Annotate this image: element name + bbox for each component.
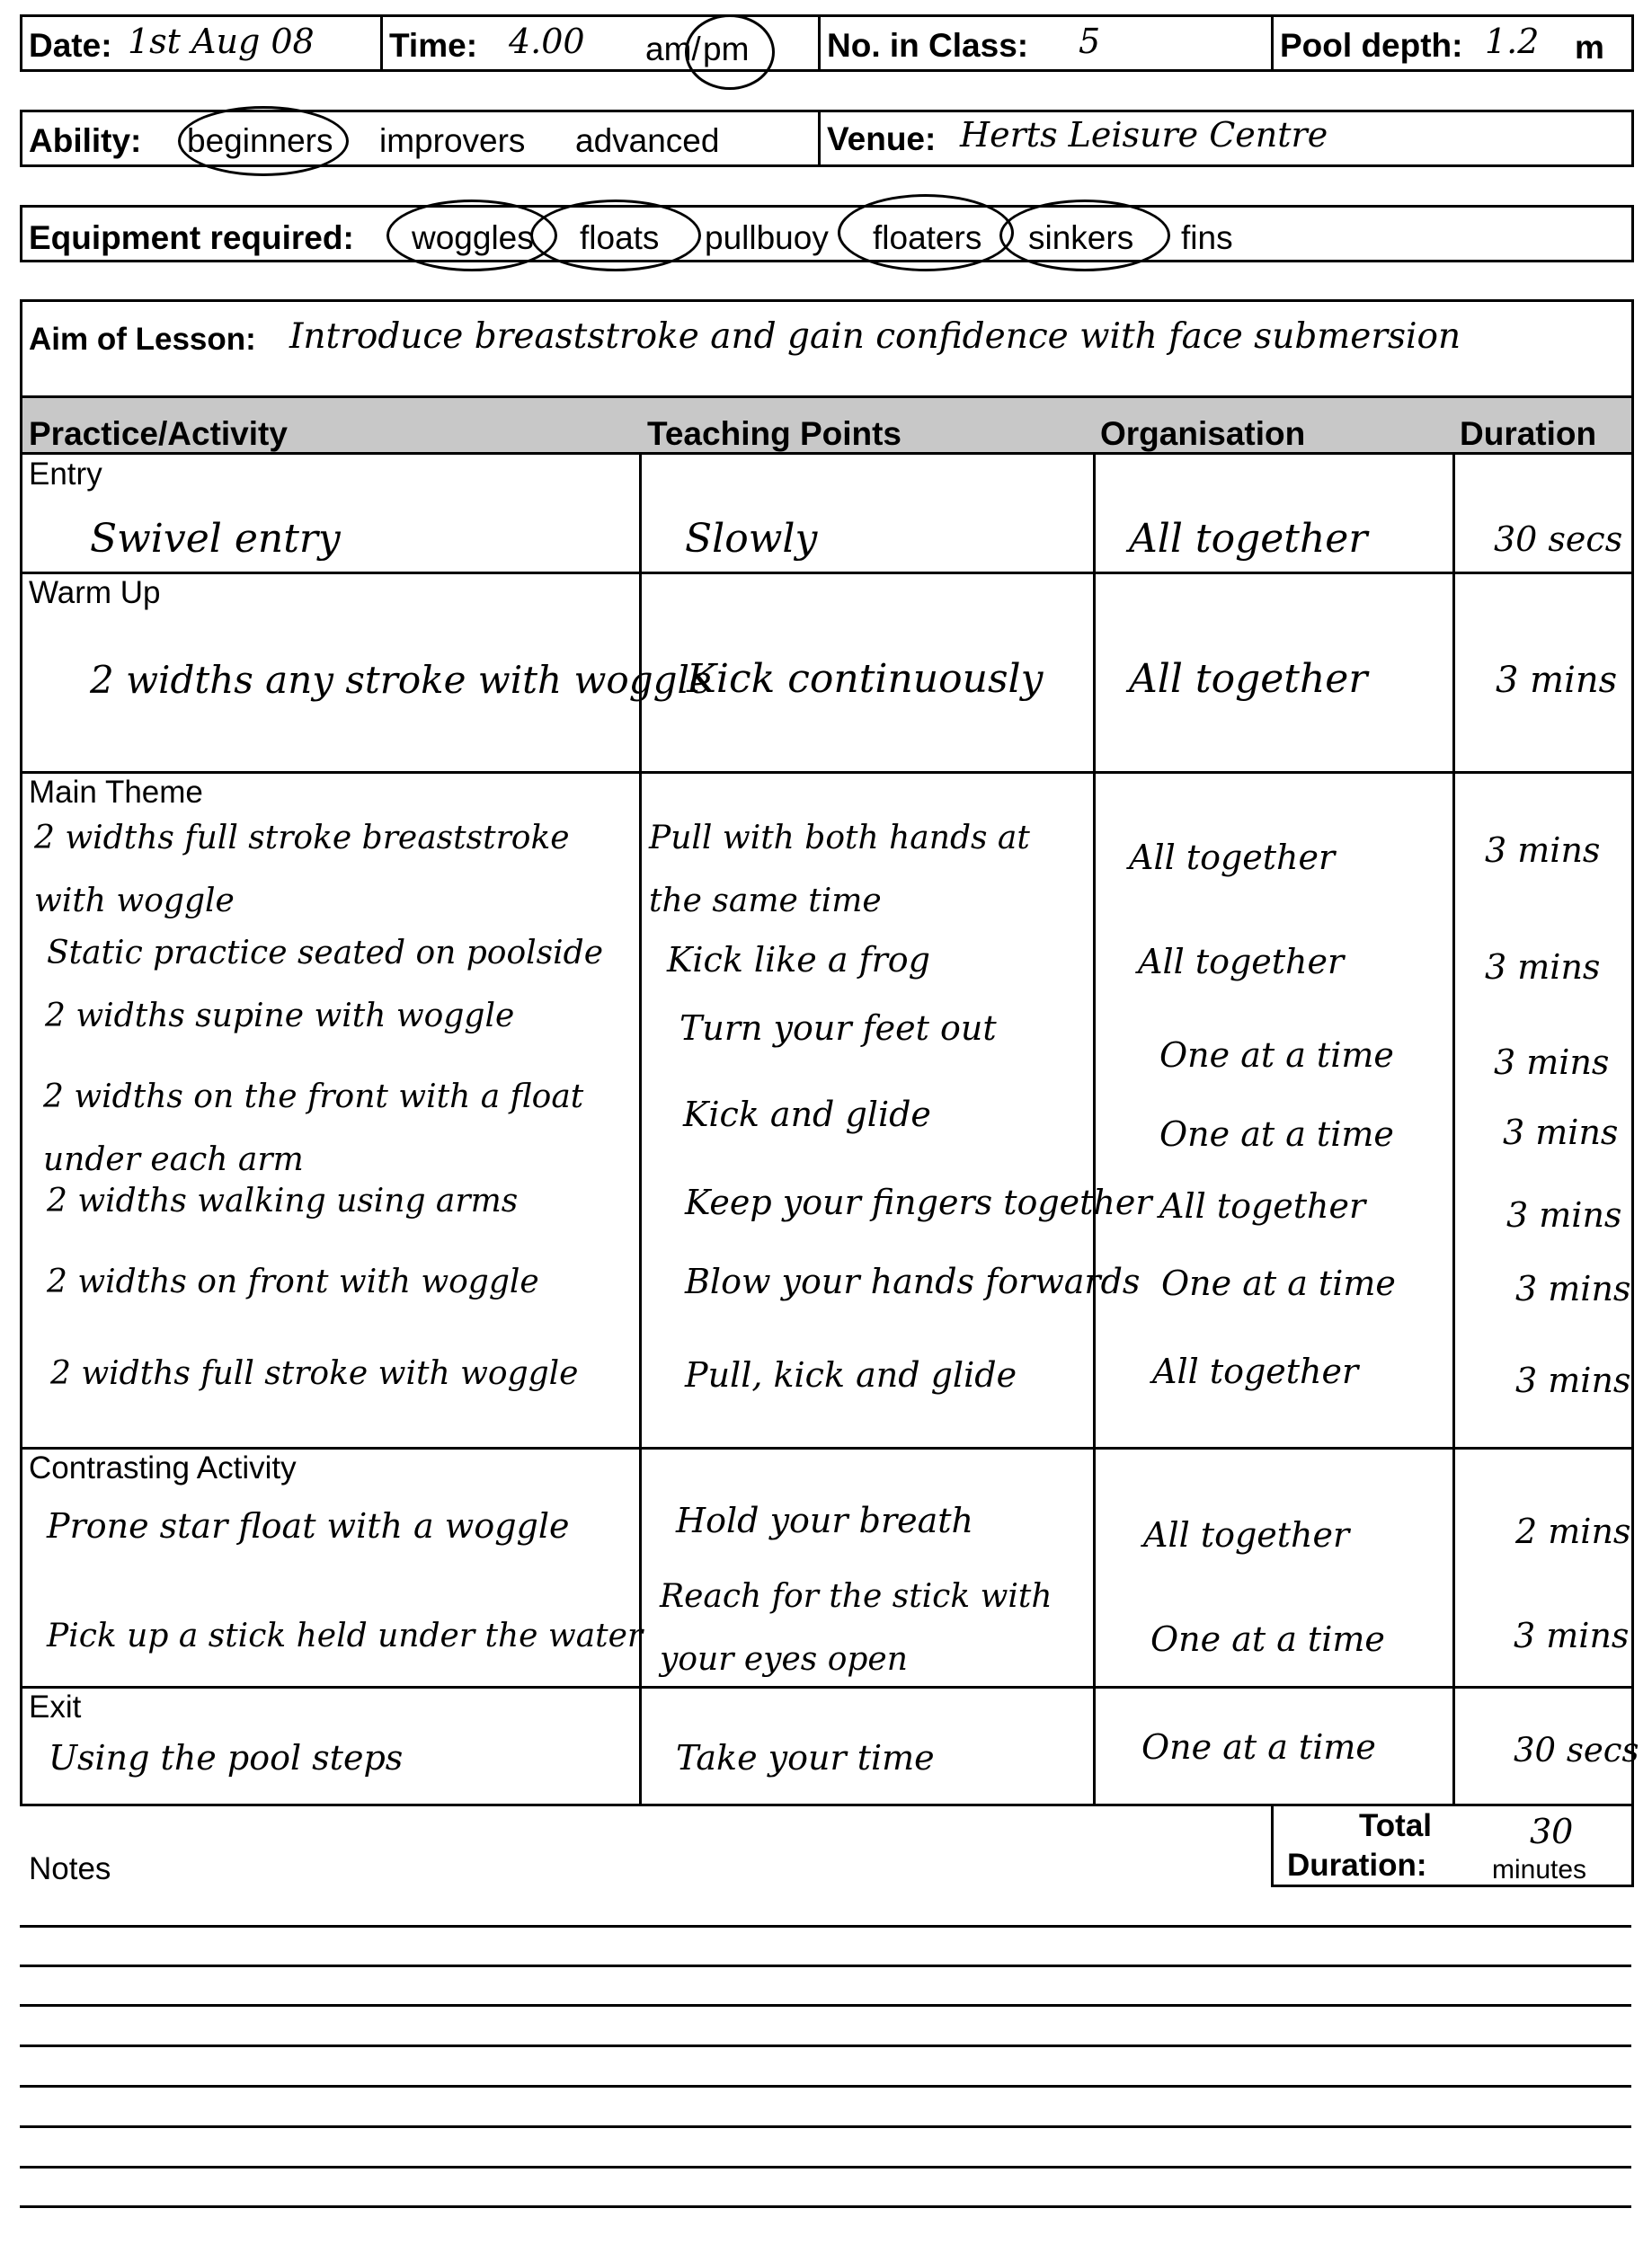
venue-value[interactable]: Herts Leisure Centre bbox=[960, 115, 1328, 155]
notes-label: Notes bbox=[29, 1851, 111, 1886]
time-label: Time: bbox=[389, 27, 478, 64]
main-duration-4[interactable]: 3 mins bbox=[1503, 1113, 1619, 1152]
main-organisation-4[interactable]: One at a time bbox=[1159, 1114, 1394, 1154]
contrast-teaching-1[interactable]: Hold your breath bbox=[676, 1501, 974, 1540]
section-divider bbox=[20, 572, 1634, 574]
column-header-organisation: Organisation bbox=[1100, 415, 1306, 452]
main-teaching-3[interactable]: Turn your feet out bbox=[679, 1008, 997, 1048]
warmup-organisation[interactable]: All together bbox=[1129, 656, 1368, 702]
exit-teaching[interactable]: Take your time bbox=[676, 1738, 935, 1778]
main-teaching-5[interactable]: Keep your fingers together bbox=[685, 1183, 1152, 1222]
ability-label: Ability: bbox=[29, 122, 142, 159]
section-title-main-theme: Main Theme bbox=[29, 775, 203, 810]
section-title-entry: Entry bbox=[29, 457, 102, 492]
pool-depth-unit: m bbox=[1575, 29, 1604, 66]
equipment-option-woggles[interactable]: woggles bbox=[412, 219, 534, 256]
class-count-label: No. in Class: bbox=[827, 27, 1029, 64]
time-value[interactable]: 4.00 bbox=[509, 22, 585, 61]
main-activity-3[interactable]: 2 widths supine with woggle bbox=[45, 998, 515, 1034]
exit-organisation[interactable]: One at a time bbox=[1141, 1727, 1376, 1767]
main-activity-6[interactable]: 2 widths on front with woggle bbox=[47, 1264, 539, 1300]
ability-selected-circle bbox=[178, 106, 349, 176]
column-divider bbox=[1093, 452, 1096, 1806]
equipment-label: Equipment required: bbox=[29, 219, 354, 256]
ability-option-beginners[interactable]: beginners bbox=[187, 122, 333, 159]
main-organisation-5[interactable]: All together bbox=[1159, 1186, 1366, 1226]
total-duration-label-line2: Duration: bbox=[1287, 1848, 1427, 1883]
equipment-option-sinkers[interactable]: sinkers bbox=[1028, 219, 1134, 256]
main-organisation-3[interactable]: One at a time bbox=[1159, 1035, 1394, 1075]
equipment-option-floaters[interactable]: floaters bbox=[873, 219, 982, 256]
contrast-activity-2[interactable]: Pick up a stick held under the water bbox=[47, 1618, 644, 1654]
divider bbox=[818, 110, 821, 167]
equipment-option-pullbuoy[interactable]: pullbuoy bbox=[705, 219, 829, 256]
contrast-duration-2[interactable]: 3 mins bbox=[1514, 1616, 1630, 1655]
total-duration-value[interactable]: 30 bbox=[1530, 1812, 1574, 1851]
warmup-teaching[interactable]: Kick continuously bbox=[687, 656, 1044, 702]
warmup-activity[interactable]: 2 widths any stroke with woggle bbox=[90, 658, 712, 702]
ability-option-improvers[interactable]: improvers bbox=[379, 122, 526, 159]
divider bbox=[1271, 14, 1274, 72]
venue-label: Venue: bbox=[827, 120, 937, 157]
main-activity-4[interactable]: 2 widths on the front with a float under each arm bbox=[43, 1078, 584, 1178]
notes-line[interactable] bbox=[20, 2044, 1631, 2047]
total-duration-label-line1: Total bbox=[1359, 1808, 1433, 1843]
main-organisation-6[interactable]: One at a time bbox=[1161, 1264, 1396, 1303]
main-organisation-2[interactable]: All together bbox=[1138, 942, 1345, 981]
notes-line[interactable] bbox=[20, 1965, 1631, 1967]
contrast-organisation-1[interactable]: All together bbox=[1143, 1515, 1350, 1555]
main-duration-5[interactable]: 3 mins bbox=[1506, 1195, 1622, 1235]
main-duration-3[interactable]: 3 mins bbox=[1494, 1042, 1610, 1082]
notes-line[interactable] bbox=[20, 2205, 1631, 2208]
class-count-value[interactable]: 5 bbox=[1079, 22, 1101, 61]
main-activity-2[interactable]: Static practice seated on poolside bbox=[47, 935, 603, 971]
aim-label: Aim of Lesson: bbox=[29, 322, 256, 357]
main-teaching-6[interactable]: Blow your hands forwards bbox=[685, 1262, 1141, 1301]
main-teaching-4[interactable]: Kick and glide bbox=[683, 1095, 931, 1134]
main-teaching-7[interactable]: Pull, kick and glide bbox=[685, 1355, 1017, 1395]
main-organisation-7[interactable]: All together bbox=[1152, 1352, 1359, 1391]
warmup-duration[interactable]: 3 mins bbox=[1496, 660, 1618, 701]
date-value[interactable]: 1st Aug 08 bbox=[128, 22, 315, 61]
section-divider bbox=[20, 1447, 1634, 1450]
main-duration-1[interactable]: 3 mins bbox=[1485, 830, 1601, 870]
exit-activity[interactable]: Using the pool steps bbox=[49, 1738, 404, 1778]
pool-depth-value[interactable]: 1.2 bbox=[1485, 22, 1540, 61]
main-duration-6[interactable]: 3 mins bbox=[1515, 1269, 1631, 1308]
notes-line[interactable] bbox=[20, 2166, 1631, 2169]
equipment-selected-circle-floats bbox=[530, 200, 701, 271]
contrast-activity-1[interactable]: Prone star float with a woggle bbox=[47, 1506, 570, 1546]
pm-selected-circle bbox=[685, 14, 775, 90]
section-divider bbox=[20, 771, 1634, 774]
notes-line[interactable] bbox=[20, 2125, 1631, 2128]
divider bbox=[380, 14, 383, 72]
contrast-teaching-2[interactable]: Reach for the stick with your eyes open bbox=[660, 1578, 1052, 1678]
aim-value[interactable]: Introduce breaststroke and gain confidence with face submersion bbox=[289, 316, 1461, 357]
total-duration-unit: minutes bbox=[1492, 1855, 1587, 1885]
main-organisation-1[interactable]: All together bbox=[1129, 838, 1336, 877]
notes-line[interactable] bbox=[20, 1925, 1631, 1928]
divider bbox=[818, 14, 821, 72]
column-header-duration: Duration bbox=[1460, 415, 1597, 452]
date-label: Date: bbox=[29, 27, 112, 64]
contrast-organisation-2[interactable]: One at a time bbox=[1150, 1619, 1385, 1659]
pm-option[interactable]: pm bbox=[703, 31, 750, 67]
main-activity-1[interactable]: 2 widths full stroke breaststroke with woggle bbox=[34, 820, 570, 919]
main-duration-2[interactable]: 3 mins bbox=[1485, 947, 1601, 987]
equipment-option-fins[interactable]: fins bbox=[1181, 219, 1233, 256]
notes-line[interactable] bbox=[20, 2004, 1631, 2007]
contrast-duration-1[interactable]: 2 mins bbox=[1515, 1512, 1631, 1551]
section-title-warm-up: Warm Up bbox=[29, 575, 161, 610]
exit-duration[interactable]: 30 secs bbox=[1514, 1731, 1639, 1769]
column-header-activity: Practice/Activity bbox=[29, 415, 288, 452]
entry-duration[interactable]: 30 secs bbox=[1494, 519, 1623, 559]
equipment-selected-circle-floaters bbox=[838, 194, 1014, 271]
entry-activity[interactable]: Swivel entry bbox=[90, 516, 341, 562]
column-divider bbox=[1452, 452, 1455, 1806]
section-title-exit: Exit bbox=[29, 1690, 82, 1725]
equipment-option-floats[interactable]: floats bbox=[580, 219, 660, 256]
main-duration-7[interactable]: 3 mins bbox=[1515, 1361, 1631, 1400]
entry-teaching[interactable]: Slowly bbox=[685, 516, 818, 562]
column-header-teaching: Teaching Points bbox=[647, 415, 902, 452]
main-activity-5[interactable]: 2 widths walking using arms bbox=[47, 1183, 519, 1220]
pool-depth-label: Pool depth: bbox=[1280, 27, 1463, 64]
entry-organisation[interactable]: All together bbox=[1129, 516, 1368, 562]
main-teaching-2[interactable]: Kick like a frog bbox=[667, 940, 930, 980]
am-option[interactable]: am/ bbox=[645, 31, 701, 67]
column-divider bbox=[639, 452, 642, 1806]
main-activity-7[interactable]: 2 widths full stroke with woggle bbox=[50, 1355, 579, 1392]
equipment-selected-circle-sinkers bbox=[999, 200, 1170, 271]
ability-option-advanced[interactable]: advanced bbox=[575, 122, 720, 159]
main-teaching-1[interactable]: Pull with both hands at the same time bbox=[649, 820, 1030, 919]
notes-line[interactable] bbox=[20, 2085, 1631, 2088]
section-title-contrasting: Contrasting Activity bbox=[29, 1450, 297, 1486]
